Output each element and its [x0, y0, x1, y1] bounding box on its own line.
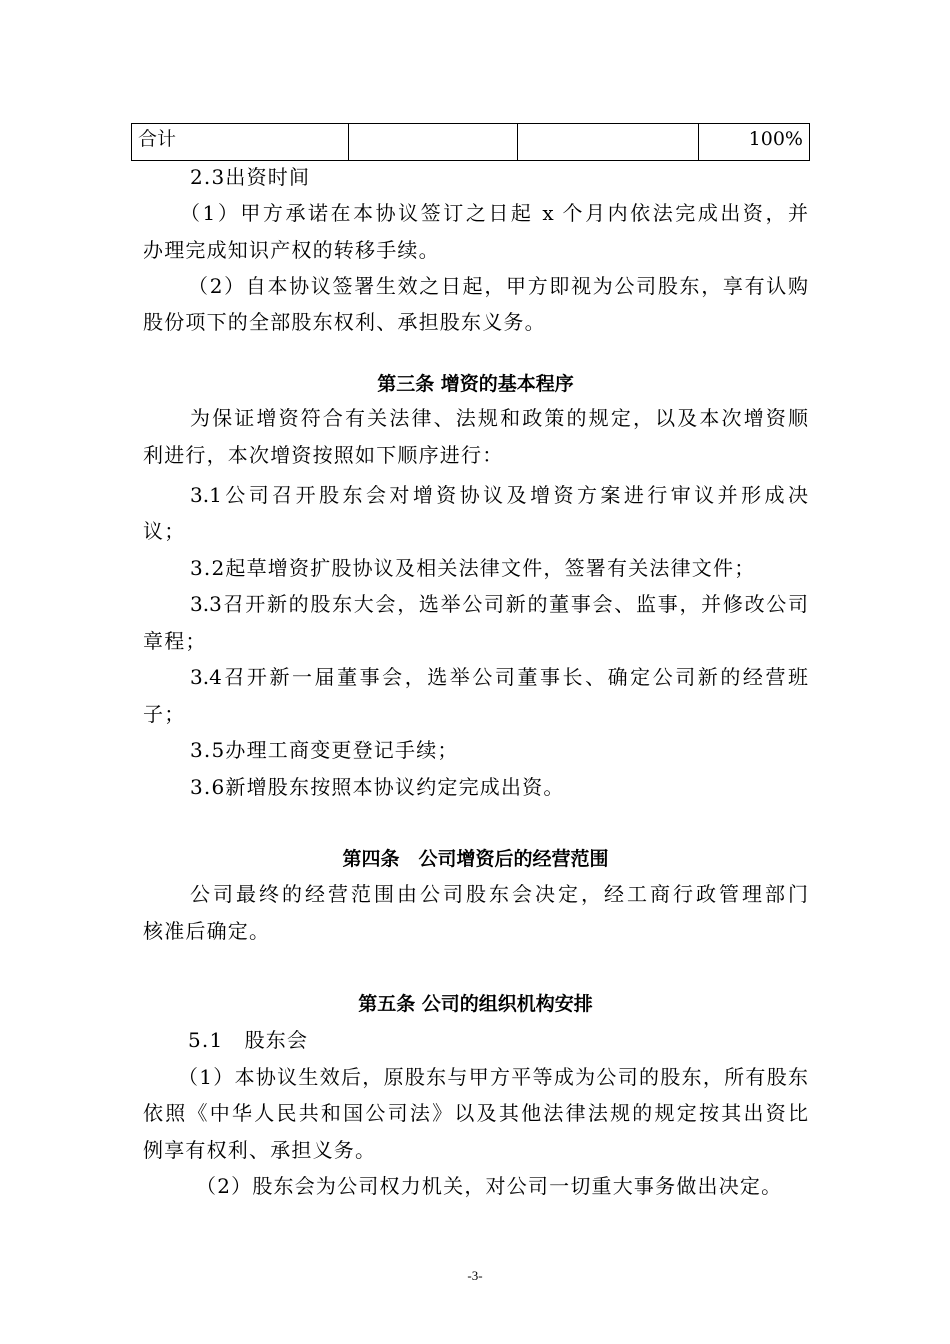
- paragraph-line: 例享有权利、承担义务。: [143, 1138, 377, 1162]
- paragraph-line: 公司最终的经营范围由公司股东会决定，经工商行政管理部门: [190, 882, 808, 906]
- table-cell: [518, 124, 699, 161]
- paragraph-line: 利进行，本次增资按照如下顺序进行：: [143, 443, 504, 467]
- article-3-heading: 第三条 增资的基本程序: [377, 373, 574, 395]
- total-percent-cell: 100%: [699, 124, 810, 161]
- paragraph-line: 办理完成知识产权的转移手续。: [143, 238, 440, 262]
- paragraph-line: 3.4召开新一届董事会，选举公司董事长、确定公司新的经营班: [190, 665, 808, 689]
- paragraph-line: （2）股东会为公司权力机关，对公司一切重大事务做出决定。: [196, 1174, 783, 1198]
- share-table-total-row: [131, 123, 810, 161]
- paragraph-line: 3.5办理工商变更登记手续；: [190, 738, 459, 762]
- paragraph-line: 核准后确定。: [143, 919, 271, 943]
- paragraph-line: 股份项下的全部股东权利、承担股东义务。: [143, 310, 546, 334]
- paragraph-line: 3.1公司召开股东会对增资协议及增资方案进行审议并形成决: [190, 483, 808, 507]
- paragraph-line: （1）本协议生效后，原股东与甲方平等成为公司的股东，所有股东: [178, 1065, 808, 1089]
- article-5-heading: 第五条 公司的组织机构安排: [358, 993, 593, 1015]
- table-cell: [349, 124, 518, 161]
- paragraph-line: 3.2起草增资扩股协议及相关法律文件，签署有关法律文件；: [190, 556, 756, 580]
- paragraph-line: 子；: [143, 702, 186, 726]
- paragraph-line: 3.3召开新的股东大会，选举公司新的董事会、监事，并修改公司: [190, 592, 808, 616]
- paragraph-line: 为保证增资符合有关法律、法规和政策的规定，以及本次增资顺: [190, 406, 808, 430]
- section-5-1-title: 5.1 股东会: [188, 1028, 309, 1052]
- paragraph-line: 章程；: [143, 629, 207, 653]
- total-label-cell: 合计: [132, 124, 349, 161]
- table-row: [132, 124, 810, 161]
- paragraph-line: （2）自本协议签署生效之日起，甲方即视为公司股东，享有认购: [188, 274, 808, 298]
- paragraph-line: 议；: [143, 519, 186, 543]
- page-number: -3-: [467, 1268, 483, 1283]
- paragraph-line: 依照《中华人民共和国公司法》以及其他法律法规的规定按其出资比: [143, 1101, 808, 1125]
- article-4-heading: 第四条 公司增资后的经营范围: [342, 848, 609, 870]
- section-2-3-title: 2.3出资时间: [190, 165, 311, 189]
- paragraph-line: （1）甲方承诺在本协议签订之日起 x 个月内依法完成出资，并: [180, 201, 808, 225]
- paragraph-line: 3.6新增股东按照本协议约定完成出资。: [190, 775, 565, 799]
